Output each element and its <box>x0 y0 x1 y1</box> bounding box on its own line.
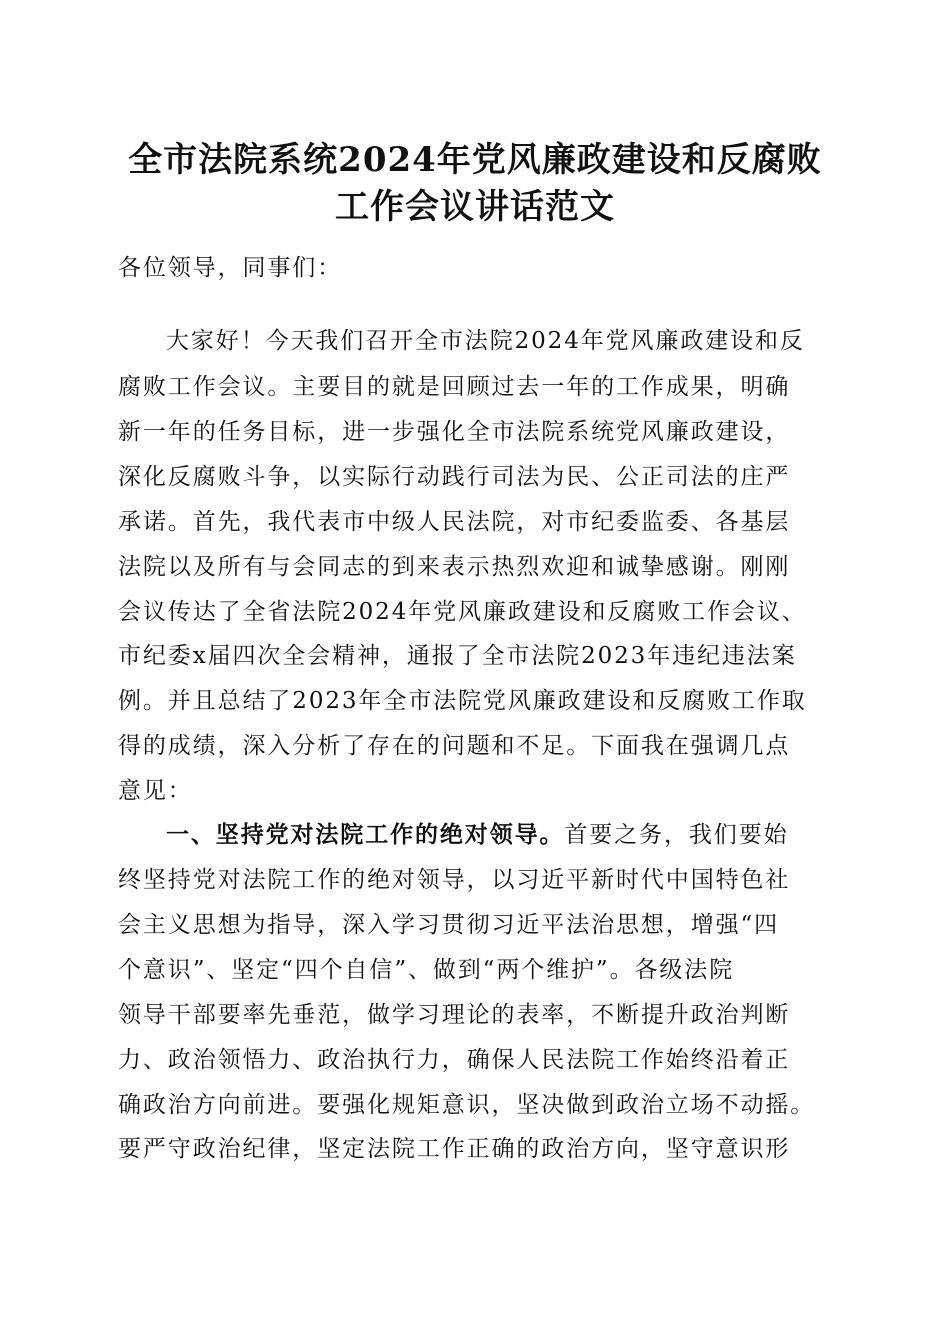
paragraph-1-line-3: 新一年的任务目标，进一步强化全市法院系统党风廉政建设， <box>118 419 791 445</box>
paragraph-1-line-9: 例。并且总结了2023年全市法院党风廉政建设和反腐败工作取 <box>118 688 807 714</box>
section-1-line-8: 要严守政治纪律，坚定法院工作正确的政治方向，坚守意识形 <box>118 1136 791 1162</box>
paragraph-1-line-6: 法院以及所有与会同志的到来表示热烈欢迎和诚挚感谢。刚刚 <box>118 554 791 580</box>
paragraph-1-line-7: 会议传达了全省法院2024年党风廉政建设和反腐败工作会议、 <box>118 599 807 625</box>
section-1-line-7: 确政治方向前进。要强化规矩意识，坚决做到政治立场不动摇。 <box>118 1092 816 1118</box>
document-title-line-2: 工作会议讲话范文 <box>335 187 615 227</box>
paragraph-1-line-5: 承诺。首先，我代表市中级人民法院，对市纪委监委、各基层 <box>118 509 791 535</box>
paragraph-1-line-8: 市纪委x届四次全会精神，通报了全市法院2023年违纪违法案 <box>118 643 797 669</box>
section-1-heading: 一、坚持党对法院工作的绝对领导。 <box>166 821 565 848</box>
section-1-line-3: 会主义思想为指导，深入学习贯彻习近平法治思想，增强“四 <box>118 912 780 938</box>
paragraph-1-line-11: 意见： <box>118 778 193 804</box>
section-1-first-line <box>166 820 838 850</box>
section-1-first-line-text: 首要之务，我们要始 <box>564 822 789 848</box>
section-1-line-6: 力、政治领悟力、政治执行力，确保人民法院工作始终沿着正 <box>118 1047 791 1073</box>
salutation: 各位领导，同事们： <box>118 255 343 281</box>
paragraph-1-line-10: 得的成绩，深入分析了存在的问题和不足。下面我在强调几点 <box>118 733 791 759</box>
section-1-line-4: 个意识”、坚定“四个自信”、做到“两个维护”。各级法院 <box>118 957 735 983</box>
paragraph-1-line-2: 腐败工作会议。主要目的就是回顾过去一年的工作成果，明确 <box>118 374 791 400</box>
section-1-line-2: 终坚持党对法院工作的绝对领导，以习近平新时代中国特色社 <box>118 867 791 893</box>
section-1-line-5: 领导干部要率先垂范，做学习理论的表率，不断提升政治判断 <box>118 1002 791 1028</box>
paragraph-1-line-1: 大家好！今天我们召开全市法院2024年党风廉政建设和反 <box>166 328 805 354</box>
paragraph-1-line-4: 深化反腐败斗争，以实际行动践行司法为民、公正司法的庄严 <box>118 464 791 490</box>
document-title-line-1: 全市法院系统2024年党风廉政建设和反腐败 <box>128 140 822 180</box>
